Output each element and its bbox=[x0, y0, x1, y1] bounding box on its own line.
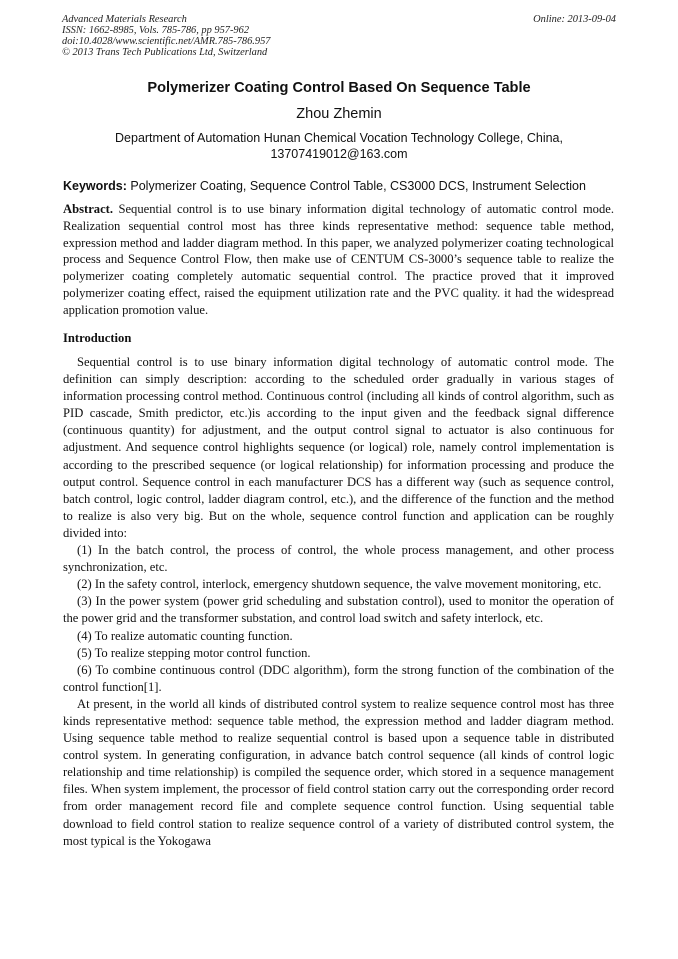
paragraph: (5) To realize stepping motor control function. bbox=[77, 645, 311, 660]
paper-title: Polymerizer Coating Control Based On Sequence Table bbox=[147, 80, 531, 96]
abstract-label: Abstract. bbox=[63, 202, 114, 216]
doi-line: doi:10.4028/www.scientific.net/AMR.785-786.957 bbox=[62, 36, 271, 47]
paragraph: (2) In the safety control, interlock, emergency shutdown sequence, the valve movement monitoring, etc. bbox=[77, 577, 602, 592]
paragraph: (6) To combine continuous control (DDC algorithm), form the strong function of the combination of the control function[1]. bbox=[63, 662, 614, 694]
author-name: Zhou Zhemin bbox=[296, 106, 382, 122]
abstract-block bbox=[63, 201, 614, 319]
affiliation: Department of Automation Hunan Chemical Vocation Technology College, China, bbox=[115, 131, 563, 145]
journal-header bbox=[62, 14, 616, 58]
introduction-body bbox=[63, 354, 614, 850]
author-email: 13707419012@163.com bbox=[270, 146, 408, 161]
paragraph: (1) In the batch control, the process of control, the whole process management, and other process synchronization, etc. bbox=[63, 543, 614, 575]
journal-name: Advanced Materials Research bbox=[62, 14, 187, 25]
abstract-text: Sequential control is to use binary information digital technology of automatic control mode. Realization sequential control most has three kinds representative method: sequence table method, expression method and ladder diagram method. In this paper, we analyzed polymerizer coating technological process and Sequence Control Flow, then make use of CENTUM CS-3000’s sequence table to realize the polymerizer coating completely automatic sequential control. The practice proved that it improved polymerizer coating effect, raised the equipment utilization rate and the PVC quality. it had the widespread application promotion value. bbox=[63, 202, 614, 317]
issn-line: ISSN: 1662-8985, Vols. 785-786, pp 957-962 bbox=[62, 25, 250, 36]
keywords-text: Polymerizer Coating, Sequence Control Table, CS3000 DCS, Instrument Selection bbox=[130, 179, 586, 193]
online-date: Online: 2013-09-04 bbox=[533, 14, 616, 25]
paragraph: At present, in the world all kinds of distributed control system to realize sequence control most has three kinds representative method: sequence table method, the expression method and ladder diagram method. Using sequence table method to realize sequential control is based upon a sequence table in distributed control system. In generating configuration, in advance batch control sequence (all kinds of control logic relationship and time relationship) is compiled the sequence order, which stored in a sequence management files. When system implement, the processor of field control station carry out the corresponding order record from order management record file and complete sequence control function. Using sequential table download to field control station to realize sequence control of a variety of distributed control system, the most typical is the Yokogawa bbox=[63, 696, 614, 848]
copyright-line: © 2013 Trans Tech Publications Ltd, Switzerland bbox=[62, 47, 268, 58]
introduction-heading: Introduction bbox=[63, 331, 132, 345]
keywords-line bbox=[63, 179, 623, 193]
keywords-label: Keywords: bbox=[63, 179, 127, 193]
paragraph: Sequential control is to use binary information digital technology of automatic control mode. The definition can simply description: according to the scheduled order gradually in various stages of information processing control method. Continuous control (including all kinds of control algorithm, such as PID cascade, Smith predictor, etc.)is according to the input given and the feedback signal difference (continuous quantity) for adjustment, and the output control signal to actuator is also continuous for adjustment. And sequence control highlights sequence (or logical) role, namely control implementation is according to the prescribed sequence (or logical relationship) for information processing and produce the output control. Sequence control in each manufacturer DCS has a different way (such as sequence control, batch control, logic control, ladder diagram control, etc.), and the difference of the function and the method to realize is also very big. But on the whole, sequence control function and application can be roughly divided into: bbox=[63, 355, 614, 540]
paragraph: (4) To realize automatic counting function. bbox=[77, 628, 293, 643]
paragraph: (3) In the power system (power grid scheduling and substation control), used to monitor the operation of the power grid and the transformer substation, and control load switch and safety interlock, etc. bbox=[63, 594, 614, 626]
affiliation-block bbox=[90, 131, 588, 162]
